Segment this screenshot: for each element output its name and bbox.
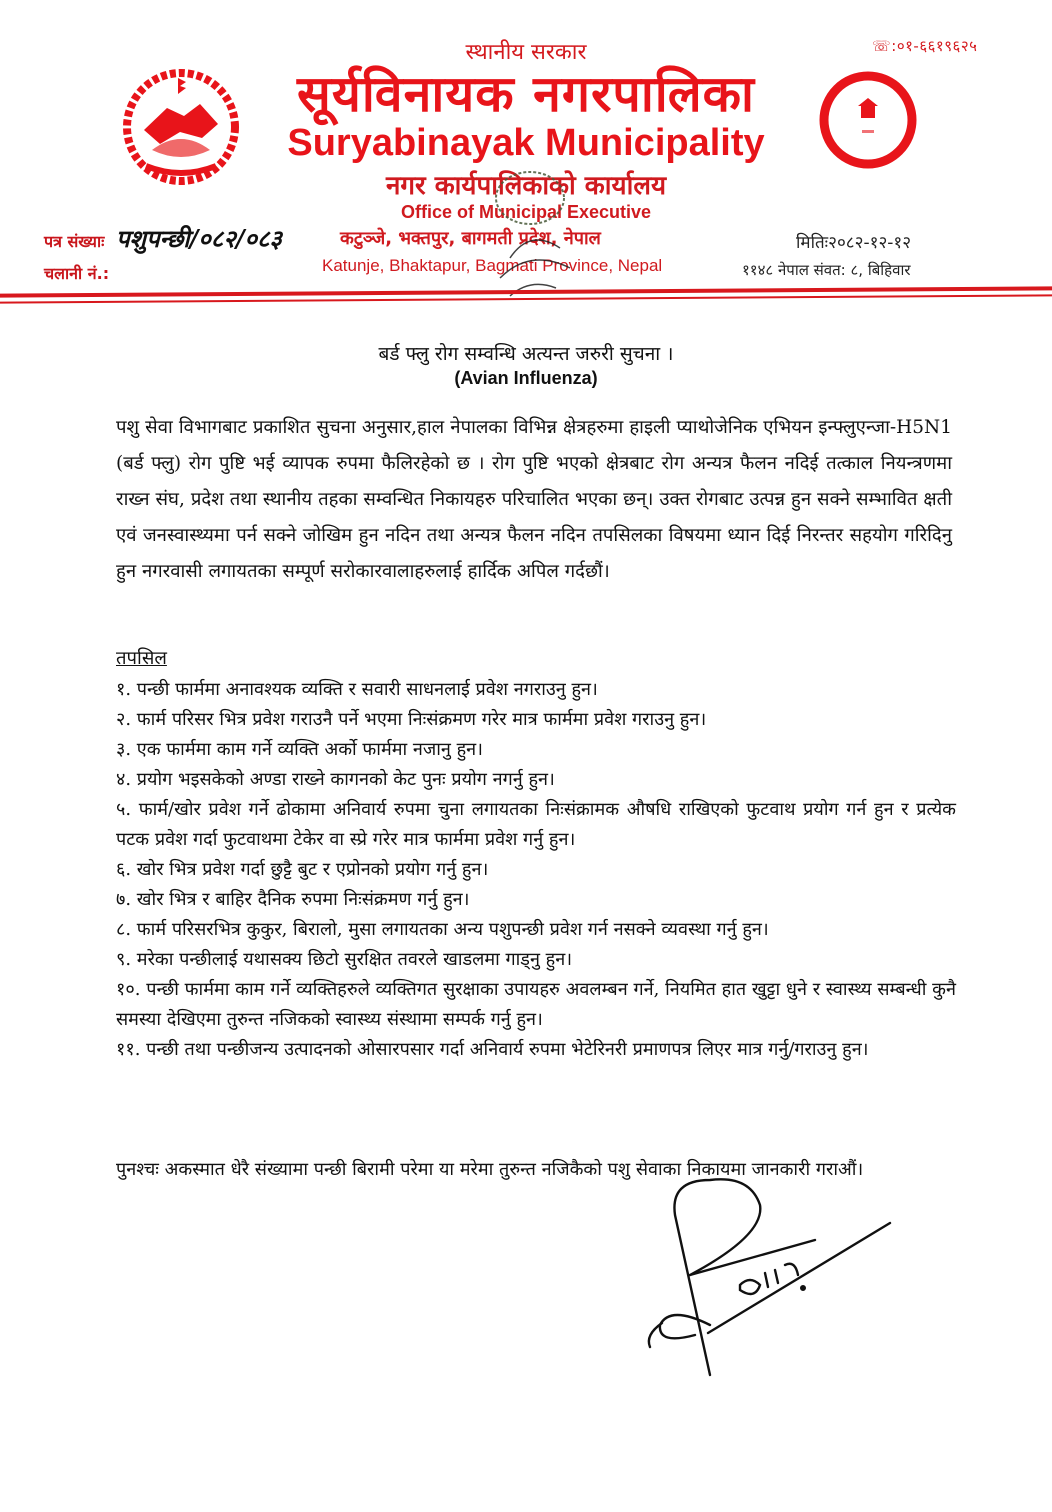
government-level-label: स्थानीय सरकार: [465, 40, 587, 65]
list-item: १. पन्छी फार्ममा अनावश्यक व्यक्ति र सवारी साधनलाई प्रवेश नगराउनु हुन।: [116, 679, 598, 700]
letter-number-value: पशुपन्छी/०८२/०८३: [116, 224, 282, 253]
date-value: २०८२-१२-१२: [828, 233, 912, 253]
list-item: ४. प्रयोग भइसकेको अण्डा राख्ने कागनको केट पुनः प्रयोग नगर्नु हुन।: [116, 769, 555, 790]
address-nepali: कटुञ्जे, भक्तपुर, बागमती प्रदेश, नेपाल: [340, 228, 601, 249]
office-name-english: Office of Municipal Executive: [400, 202, 652, 222]
municipality-name-nepali: सूर्यविनायक नगरपालिका: [297, 65, 755, 123]
list-item: ६. खोर भित्र प्रवेश गर्दा छुट्टै बुट र एप्रोनको प्रयोग गर्नु हुन।: [116, 859, 489, 880]
dispatch-number-value: ११४८: [742, 261, 774, 279]
list-item: १०. पन्छी फार्ममा काम गर्ने व्यक्तिहरुले व्यक्तिगत सुरक्षाका उपायहरु अवलम्बन गर्ने, नियमित हात खुट्टा धुने र स्वास्थ्य सम्बन्धी कुनै समस्या देखिएमा तुरुन्त नजिकको स्वास्थ्य संस्थामा सम्पर्क गर्नु हुन।: [116, 979, 956, 1030]
date: [796, 230, 911, 253]
phone-number: ☏:०१-६६१९६२५: [872, 37, 978, 55]
list-item: ११. पन्छी तथा पन्छीजन्य उत्पादनको ओसारपसार गर्दा अनिवार्य रुपमा भेटेरिनरी प्रमाणपत्र लिएर मात्र गर्नु/गराउनु हुन।: [116, 1039, 869, 1060]
notice-intro-paragraph: पशु सेवा विभागबाट प्रकाशित सुचना अनुसार,हाल नेपालका विभिन्न क्षेत्रहरुमा हाइली प्याथोजेनिक एभियन इन्फ्लुएन्जा-H5N1 (बर्ड फ्लु) रोग पुष्टि भई व्यापक रुपमा फैलिरहेको छ । रोग पुष्टि भएको क्षेत्रबाट रोग अन्यत्र फैलन नदिई तत्काल नियन्त्रणमा राख्न संघ, प्रदेश तथा स्थानीय तहका सम्वन्धित निकायहरु परिचालित भएका छन्। उक्त रोगबाट उत्पन्न हुन सक्ने सम्भावित क्षती एवं जनस्वास्थ्यमा पर्न सक्ने जोखिम हुन नदिन तथा अन्यत्र फैलन नदिन तपसिलका विषयमा ध्यान दिई निरन्तर सहयोग गरिदिनु हुन नगरवासी लगायतका सम्पूर्ण सरोकारवालाहरुलाई हार्दिक अपिल गर्दछौं।: [116, 417, 952, 582]
dispatch-number-label: चलानी नं.:: [44, 264, 110, 283]
list-item: ७. खोर भित्र र बाहिर दैनिक रुपमा निःसंक्रमण गर्नु हुन।: [116, 889, 470, 910]
telephone-icon: ☏: [872, 37, 892, 55]
postscript: पुनश्चः अकस्मात धेरै संख्यामा पन्छी बिरामी परेमा या मरेमा तुरुन्त नजिकैको पशु सेवाका निकायमा जानकारी गराऔं।: [116, 1159, 864, 1180]
address-english: Katunje, Bhaktapur, Bagmati Province, Nepal: [322, 256, 663, 275]
list-item: २. फार्म परिसर भित्र प्रवेश गराउनै पर्ने भएमा निःसंक्रमण गरेर मात्र फार्ममा प्रवेश गराउनु हुन।: [116, 709, 707, 730]
municipality-name-english: Suryabinayak Municipality: [287, 122, 765, 164]
list-item: ९. मरेका पन्छीलाई यथासक्य छिटो सुरक्षित तवरले खाडलमा गाड्नु हुन।: [116, 949, 573, 970]
letter-number-label: पत्र संख्याः: [44, 232, 105, 251]
signature: [600, 1175, 920, 1390]
nepal-sambat: नेपाल संवत: ८, बिहिवार: [777, 261, 911, 279]
list-item: ५. फार्म/खोर प्रवेश गर्ने ढोकामा अनिवार्य रुपमा चुना लगायतका निःसंक्रामक औषधि राखिएको फुटवाथ प्रयोग गर्न हुन र प्रत्येक पटक प्रवेश गर्दा फुटवाथमा टेकेर वा स्प्रे गरेर मात्र फार्ममा प्रवेश गर्नु हुन।: [116, 799, 956, 850]
notice-subject: बर्ड फ्लु रोग सम्वन्धि अत्यन्त जरुरी सुचना ।: [378, 343, 674, 365]
instruction-list: [116, 675, 956, 1065]
office-name-nepali: नगर कार्यपालिकाको कार्यालय: [385, 171, 667, 201]
details-heading: तपसिल: [116, 648, 167, 669]
list-item: ३. एक फार्ममा काम गर्ने व्यक्ति अर्को फार्ममा नजानु हुन।: [116, 739, 483, 760]
notice-subject-english: (Avian Influenza): [454, 368, 598, 388]
official-stamp-icon: [460, 168, 600, 318]
nepal-sambat-date: [742, 260, 911, 280]
list-item: ८. फार्म परिसरभित्र कुकुर, बिरालो, मुसा लगायतका अन्य पशुपन्छी प्रवेश गर्न नसक्ने व्यवस्था गर्नु हुन।: [116, 919, 769, 940]
date-label: मितिः: [796, 233, 829, 253]
municipality-seal-icon: [818, 70, 918, 170]
